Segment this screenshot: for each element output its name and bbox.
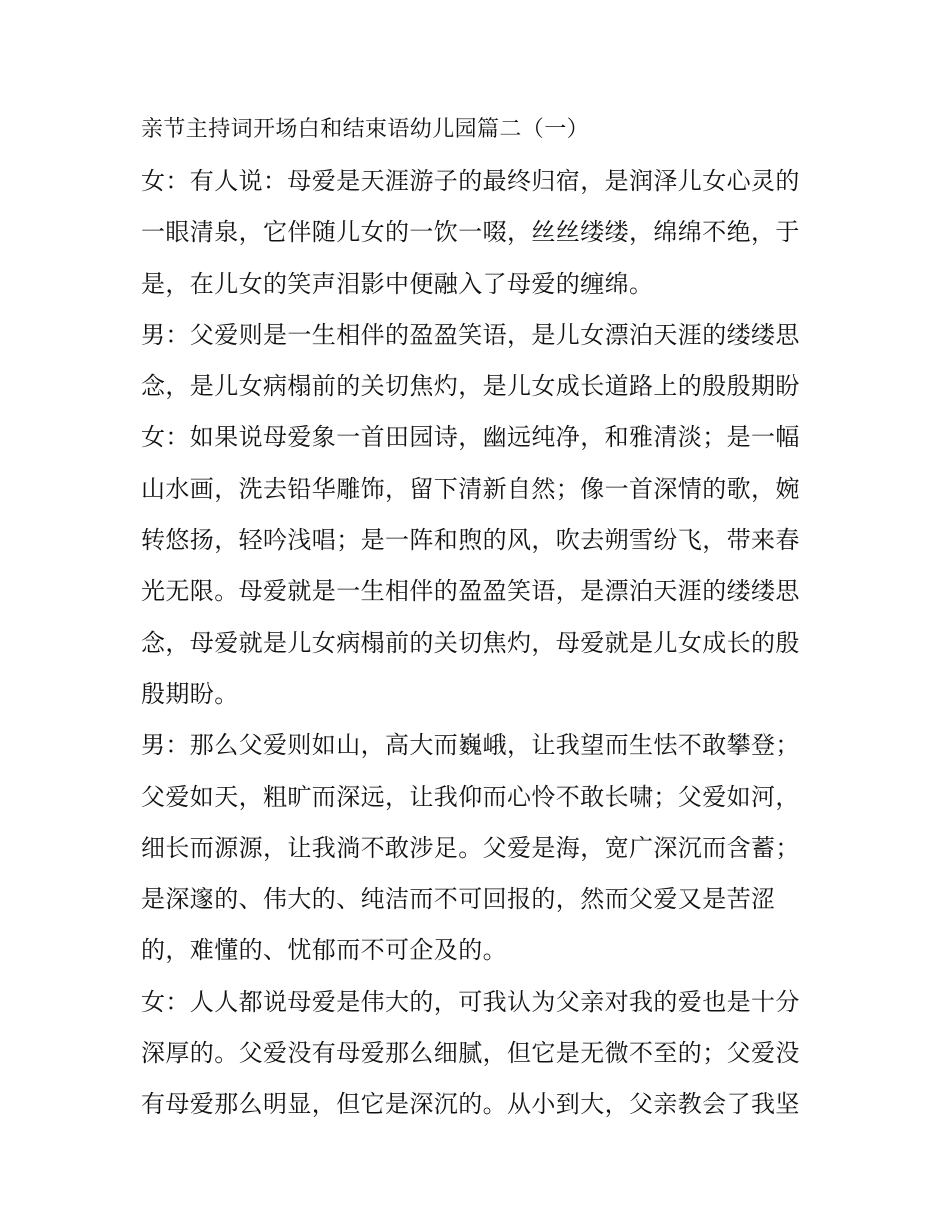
text-line: 的，难懂的、忧郁而不可企及的。	[141, 936, 507, 965]
text-line: 念，是儿女病榻前的关切焦灼，是儿女成长道路上的殷殷期盼	[141, 372, 800, 401]
text-line: 有母爱那么明显，但它是深沉的。从小到大，父亲教会了我坚	[141, 1090, 800, 1119]
text-line: 殷期盼。	[141, 679, 239, 708]
text-line: 父爱如天，粗旷而深远，让我仰而心怜不敢长啸；父爱如河，	[141, 782, 800, 811]
text-line: 女：如果说母爱象一首田园诗，幽远纯净，和雅清淡；是一幅	[141, 423, 800, 452]
text-line: 细长而源源，让我淌不敢涉足。父爱是海，宽广深沉而含蓄；	[141, 833, 800, 862]
text-line: 山水画，洗去铅华雕饰，留下清新自然；像一首深情的歌，婉	[141, 474, 800, 503]
text-line: 女：有人说：母爱是天涯游子的最终归宿，是润泽儿女心灵的	[141, 167, 800, 195]
text-line: 转悠扬，轻吟浅唱；是一阵和煦的风，吹去朔雪纷飞，带来春	[141, 526, 800, 555]
text-line: 是，在儿女的笑声泪影中便融入了母爱的缠绵。	[141, 269, 654, 298]
text-line: 男：那么父爱则如山，高大而巍峨，让我望而生怯不敢攀登；	[141, 731, 800, 760]
text-line: 是深邃的、伟大的、纯洁而不可回报的，然而父爱又是苦涩	[141, 885, 776, 914]
text-line: 一眼清泉，它伴随儿女的一饮一啜，丝丝缕缕，绵绵不绝，于	[141, 218, 800, 247]
text-line: 念，母爱就是儿女病榻前的关切焦灼，母爱就是儿女成长的殷	[141, 628, 800, 657]
text-line: 深厚的。父爱没有母爱那么细腻，但它是无微不至的；父爱没	[141, 1039, 800, 1068]
document-body	[141, 110, 821, 1131]
text-line: 女：人人都说母爱是伟大的，可我认为父亲对我的爱也是十分	[141, 987, 800, 1016]
text-line: 光无限。母爱就是一生相伴的盈盈笑语，是漂泊天涯的缕缕思	[141, 577, 800, 606]
document-title: 亲节主持词开场白和结束语幼儿园篇二（一）	[141, 117, 590, 142]
text-line: 男：父爱则是一生相伴的盈盈笑语，是儿女漂泊天涯的缕缕思	[141, 320, 800, 349]
